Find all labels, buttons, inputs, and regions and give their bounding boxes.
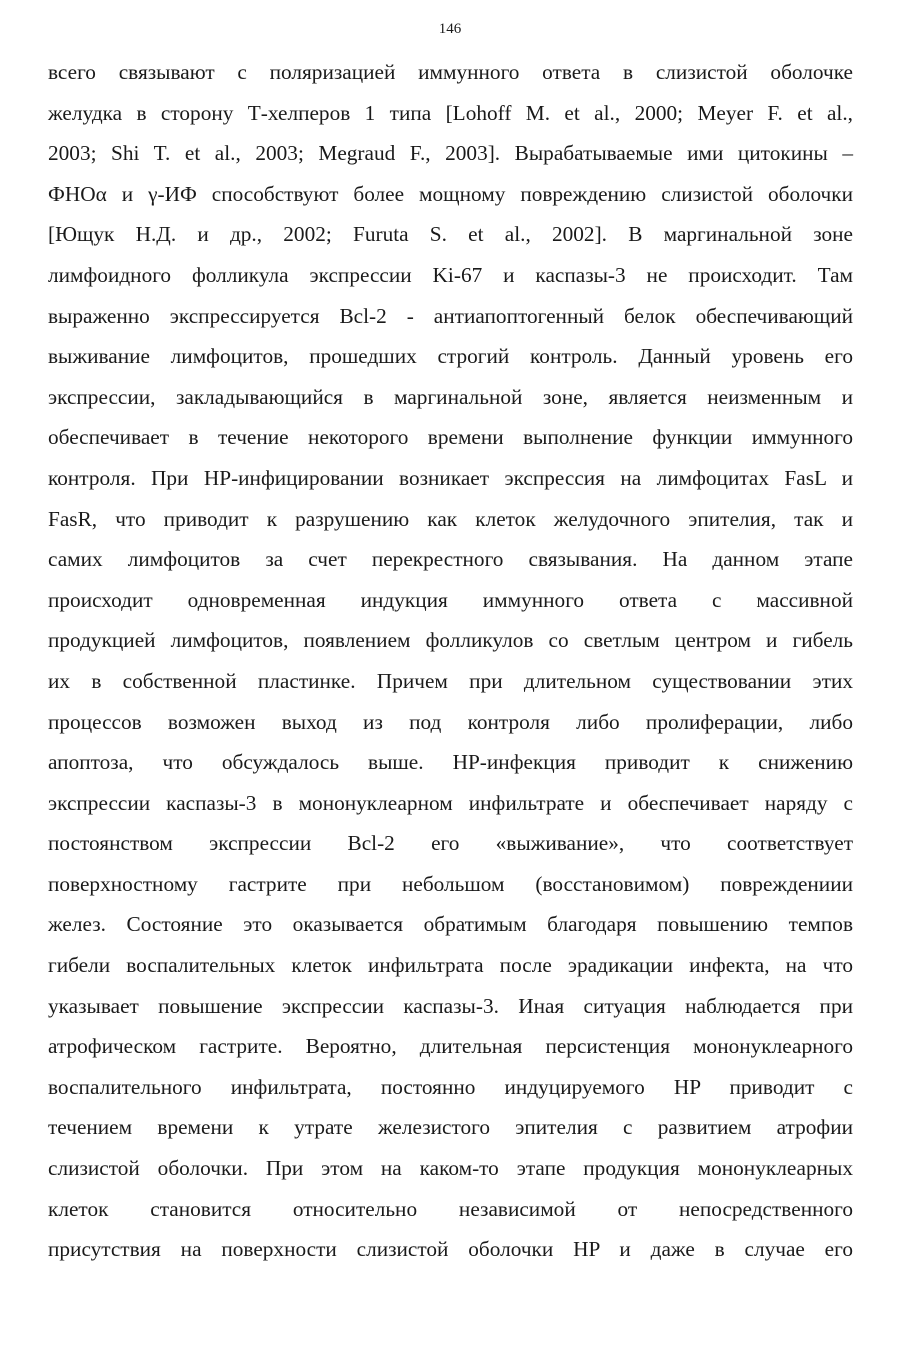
text-line: происходит одновременная индукция иммунного ответа с массивной (48, 587, 853, 612)
text-line: всего связывают с поляризацией иммунного ответа в слизистой оболочке (48, 60, 853, 84)
text-line: воспалительного инфильтрата, постоянно индуцируемого HP приводит с (48, 1074, 853, 1099)
text-line: 2003; Shi T. et al., 2003; Megraud F., 2003]. Вырабатываемые ими цитокины – (48, 141, 853, 166)
page-number: 146 (438, 21, 462, 37)
text-line: FasR, что приводит к разрушению как клеток желудочного эпителия, так и (48, 506, 853, 531)
text-line: их в собственной пластинке. Причем при длительном существовании этих (48, 668, 853, 693)
text-line: лимфоидного фолликула экспрессии Ki-67 и каспазы-3 не происходит. Там (48, 262, 853, 287)
text-line: процессов возможен выход из под контроля либо пролиферации, либо (48, 709, 853, 734)
text-line: экспрессии, закладывающийся в маргинальной зоне, является неизменным и (48, 384, 853, 409)
text-line: желудка в сторону Т-хелперов 1 типа [Lohoff M. et al., 2000; Meyer F. et al., (48, 100, 853, 125)
text-line: самих лимфоцитов за счет перекрестного связывания. На данном этапе (48, 547, 853, 572)
text-line: постоянством экспрессии Bcl-2 его «выживание», что соответствует (48, 831, 853, 856)
body-text (48, 52, 853, 1270)
text-line: присутствия на поверхности слизистой оболочки HP и даже в случае его (48, 1237, 853, 1262)
text-line: клеток становится относительно независимой от непосредственного (48, 1196, 853, 1221)
text-line: ФНОα и γ-ИФ способствуют более мощному повреждению слизистой оболочки (48, 181, 853, 206)
text-line: контроля. При HP-инфицировании возникает экспрессия на лимфоцитах FasL и (48, 465, 853, 490)
text-line: продукцией лимфоцитов, появлением фолликулов со светлым центром и гибель (48, 628, 853, 653)
text-line: атрофическом гастрите. Вероятно, длительная персистенция мононуклеарного (48, 1034, 853, 1059)
text-line: гибели воспалительных клеток инфильтрата после эрадикации инфекта, на что (48, 953, 853, 978)
text-line: выживание лимфоцитов, прошедших строгий контроль. Данный уровень его (48, 344, 853, 369)
text-line: экспрессии каспазы-3 в мононуклеарном инфильтрате и обеспечивает наряду с (48, 790, 853, 815)
text-line: указывает повышение экспрессии каспазы-3. Иная ситуация наблюдается при (48, 993, 853, 1018)
text-line: течением времени к утрате железистого эпителия с развитием атрофии (48, 1115, 853, 1140)
text-line: желез. Состояние это оказывается обратимым благодаря повышению темпов (48, 912, 853, 937)
text-line: поверхностному гастрите при небольшом (восстановимом) повреждениии (48, 871, 853, 896)
text-line: апоптоза, что обсуждалось выше. HP-инфекция приводит к снижению (48, 750, 853, 775)
text-line: слизистой оболочки. При этом на каком-то этапе продукция мононуклеарных (48, 1156, 853, 1181)
text-line: выраженно экспрессируется Bcl-2 - антиапоптогенный белок обеспечивающий (48, 303, 853, 328)
text-line: [Ющук Н.Д. и др., 2002; Furuta S. et al., 2002]. В маргинальной зоне (48, 222, 853, 247)
text-line: обеспечивает в течение некоторого времени выполнение функции иммунного (48, 425, 853, 450)
